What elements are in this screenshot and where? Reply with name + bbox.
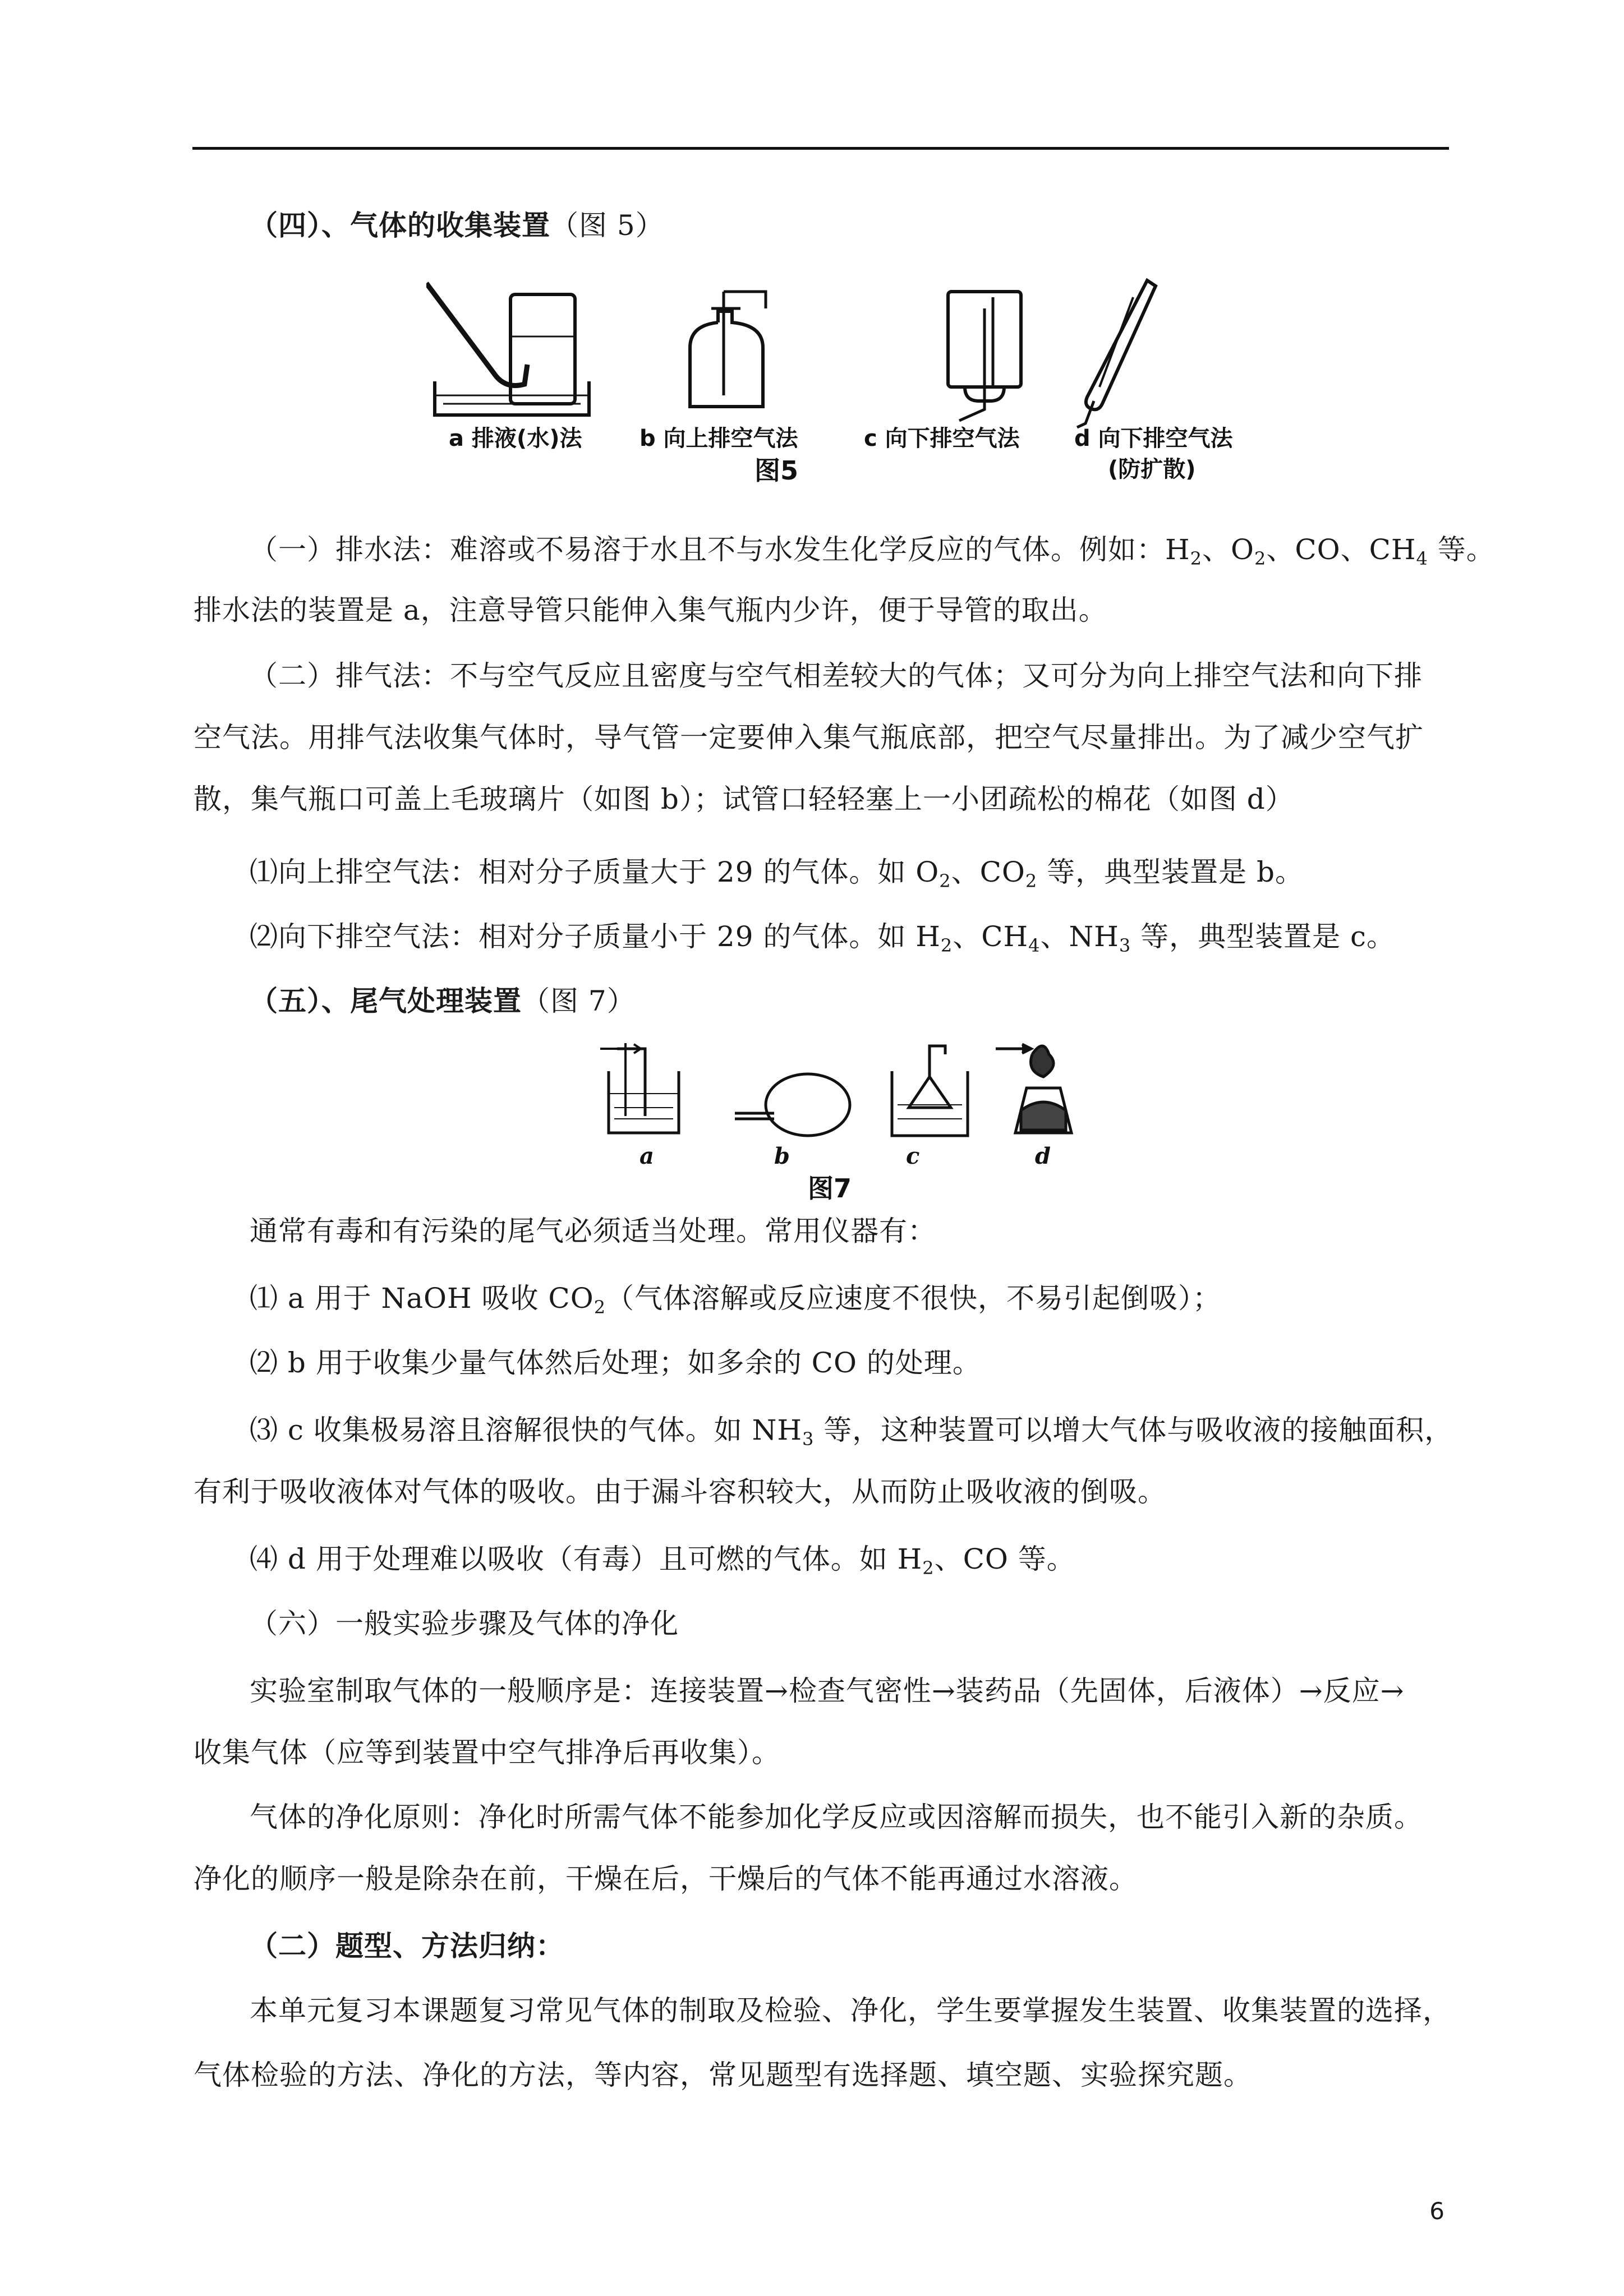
section-b-line2: 气体检验的方法、净化的方法，等内容，常见题型有选择题、填空题、实验探究题。 [194,2059,1252,2091]
section4-heading [250,209,664,242]
fig7-caption: 图7 [808,1173,852,1204]
header-rule [192,147,1449,150]
para-air-method-line1: （二）排气法：不与空气反应且密度与空气相差较大的气体；又可分为向上排空气法和向下排 [250,660,1423,692]
fig7-label-b: b [774,1143,790,1169]
para-upward-air: ⑴向上排空气法：相对分子质量大于 29 的气体。如 $O_2$、$CO_2$ 等，典型装置是 b。 [250,856,1304,892]
section6-title: （六）一般实验步骤及气体的净化 [250,1607,679,1640]
section-b-title: （二）题型、方法归纳： [250,1929,564,1962]
tail-gas-a-beaker [600,1043,679,1133]
tail-item-3-line1: ⑶ c 收集极易溶且溶解很快的气体。如 $NH_3$ 等，这种装置可以增大气体与吸收液的接触面积， [250,1414,1453,1450]
para-water-method-line1: （一）排水法：难溶或不易溶于水且不与水发生化学反应的气体。例如：$H_2$、$O_2$、CO、$CH_4$ 等。 [250,533,1495,569]
para-air-method-line3: 散，集气瓶口可盖上毛玻璃片（如图 b）；试管口轻轻塞上一小团疏松的棉花（如图 d） [194,783,1294,815]
fig5-label-d-note: (防扩散) [1108,457,1196,482]
fig5-label-b: b 向上排空气法 [640,426,798,451]
section6-purify-line1: 气体的净化原则：净化时所需气体不能参加化学反应或因溶解而损失，也不能引入新的杂质。 [250,1801,1423,1833]
fig7-label-d: d [1035,1143,1051,1169]
apparatus-d-test-tube [1077,280,1156,427]
para-air-method-line2: 空气法。用排气法收集气体时，导气管一定要伸入集气瓶底部，把空气尽量排出。为了减少空气扩 [194,721,1424,754]
section4-title-ref: （图 5） [550,209,664,242]
para-water-method-line2: 排水法的装置是 a，注意导管只能伸入集气瓶内少许，便于导管的取出。 [194,594,1107,626]
tail-gas-d-burner [996,1044,1071,1133]
page-number: 6 [1429,2197,1444,2225]
fig5-caption: 图5 [755,455,799,486]
fig5-label-d: d 向下排空气法 [1074,426,1233,451]
figure-7 [595,1038,1099,1206]
section6-steps-line1: 实验室制取气体的一般顺序是：连接装置→检查气密性→装药品（先固体，后液体）→反应→ [250,1675,1405,1707]
section5-heading [250,984,636,1018]
fig7-label-c: c [906,1143,920,1169]
fig7-label-a: a [640,1143,654,1169]
tail-gas-b-balloon [735,1074,850,1136]
fig5-label-a: a 排液(水)法 [449,426,582,451]
figure-5 [426,275,1268,499]
section6-purify-line2: 净化的顺序一般是除杂在前，干燥在后，干燥后的气体不能再通过水溶液。 [194,1862,1138,1895]
apparatus-b-upward-air [690,292,766,407]
para-downward-air: ⑵向下排空气法：相对分子质量小于 29 的气体。如 $H_2$、$CH_4$、$NH_3$ 等，典型装置是 c。 [250,920,1396,956]
section4-title: （四）、气体的收集装置 [250,209,550,242]
section5-intro: 通常有毒和有污染的尾气必须适当处理。常用仪器有： [250,1215,936,1247]
apparatus-a-water-displacement [426,283,589,415]
section-b-line1: 本单元复习本课题复习常见气体的制取及检验、净化，学生要掌握发生装置、收集装置的选择， [250,1994,1451,2027]
section6-steps-line2: 收集气体（应等到装置中空气排净后再收集）。 [194,1736,780,1769]
tail-item-1: ⑴ a 用于 NaOH 吸收 $CO_2$（气体溶解或反应速度不很快，不易引起倒吸）； [250,1282,1222,1318]
apparatus-c-downward-air [948,292,1021,421]
fig5-label-c: c 向下排空气法 [864,426,1020,451]
section5-title: （五）、尾气处理装置 [250,984,522,1017]
section5-title-ref: （图 7） [522,985,636,1017]
tail-item-3-line2: 有利于吸收液体对气体的吸收。由于漏斗容积较大，从而防止吸收液的倒吸。 [194,1476,1166,1508]
tail-item-4: ⑷ d 用于处理难以吸收（有毒）且可燃的气体。如 $H_2$、CO 等。 [250,1543,1075,1579]
tail-gas-c-funnel [892,1046,968,1136]
tail-item-2: ⑵ b 用于收集少量气体然后处理；如多余的 CO 的处理。 [250,1347,981,1379]
